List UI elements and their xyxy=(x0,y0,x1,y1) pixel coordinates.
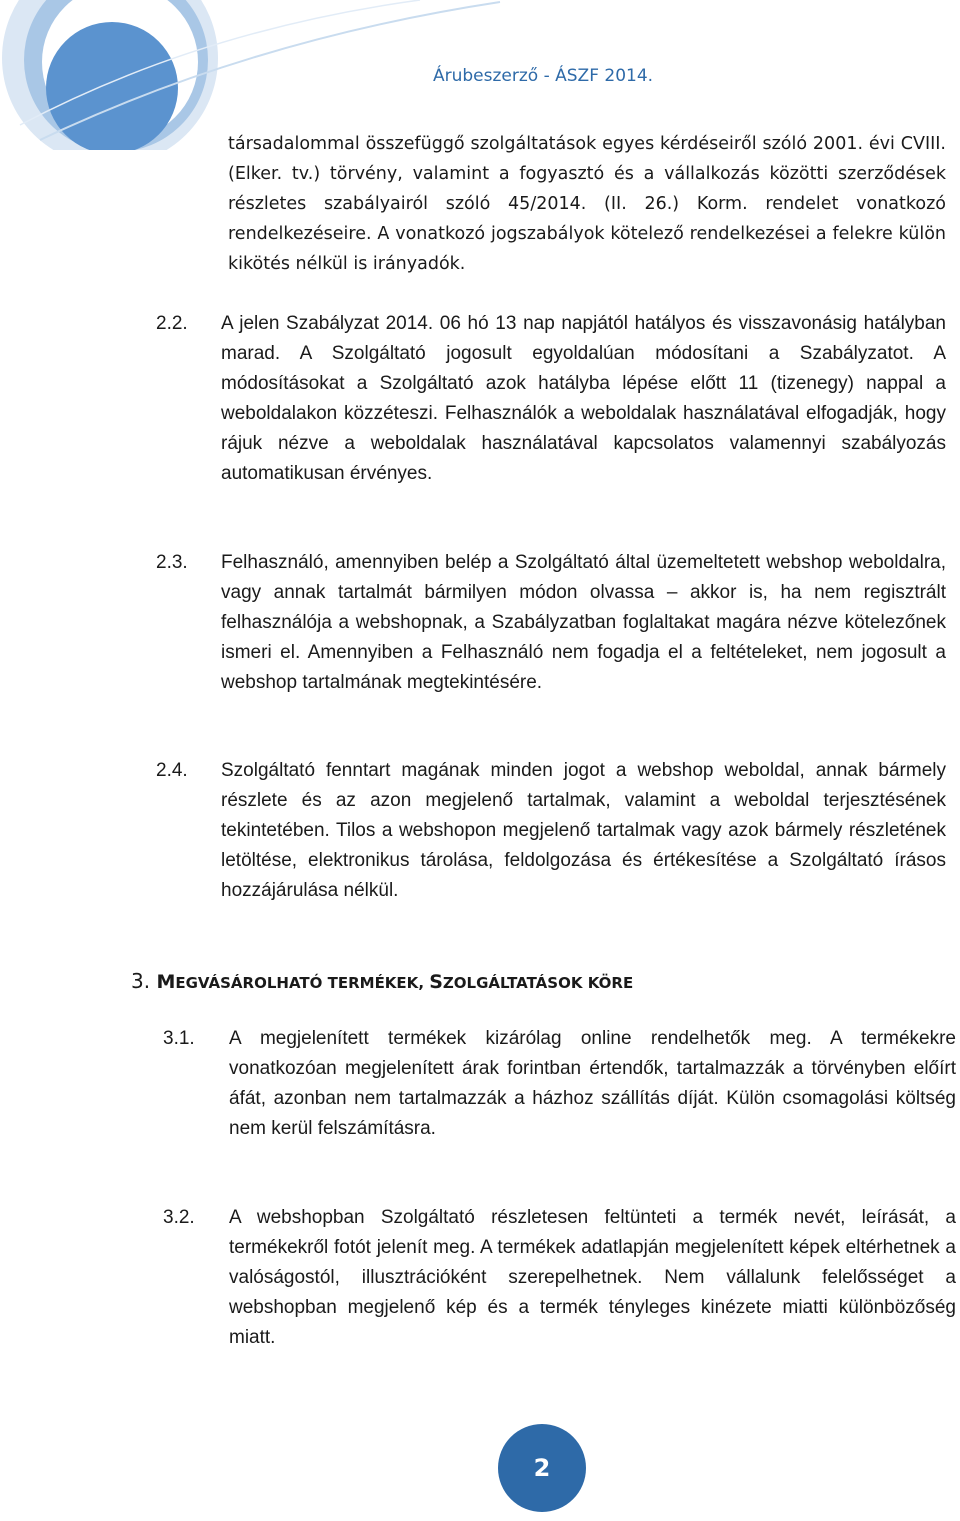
document-header-title: Árubeszerző - ÁSZF 2014. xyxy=(433,66,654,86)
section-number: 3. xyxy=(131,969,151,993)
clause-number: 3.2. xyxy=(163,1207,195,1228)
clause-text: A webshopban Szolgáltató részletesen feltünteti a termék nevét, leírását, a termékekről fotót jelenít meg. A termékek adatlapján megjelenített képek eltérhetnek a valóságostól, illusztrációként szerepelhetnek. Nem vállalunk felelősséget a webshopban megjelenő kép és a termék tényleges kinézete miatti különbözőség miatt. xyxy=(229,1207,956,1348)
clause-number: 3.1. xyxy=(163,1028,195,1049)
section-heading xyxy=(131,966,633,998)
clause-number: 2.4. xyxy=(156,760,188,781)
section-title-initial-2: S xyxy=(429,971,443,993)
clause-text: A megjelenített termékek kizárólag online rendelhetők meg. A termékekre vonatkozóan megjelenített árak forintban értendők, tartalmazzák a törvényben előírt áfát, azonban nem tartalmazzák a házhoz szállítás díját. Külön csomagolási költség nem kerül felszámításra. xyxy=(229,1028,956,1139)
intro-paragraph: társadalommal összefüggő szolgáltatások egyes kérdéseiről szóló 2001. évi CVIII. (Elker. tv.) törvény, valamint a fogyasztó és a vállalkozás közötti szerződések részletes szabályairól szóló 45/2014. (II. 26.) Korm. rendelet vonatkozó rendelkezéseire. A vonatkozó jogszabályok kötelező rendelkezései a felekre külön kikötés nélkül is irányadók. xyxy=(228,134,946,274)
section-title-initial: M xyxy=(156,971,176,993)
clause-number: 2.3. xyxy=(156,552,188,573)
section-title-rest-2: ZOLGÁLTATÁSOK KÖRE xyxy=(442,974,634,992)
page-number: 2 xyxy=(533,1454,551,1482)
section-title-rest: EGVÁSÁROLHATÓ TERMÉKEK xyxy=(175,974,419,992)
clause-text: Felhasználó, amennyiben belép a Szolgáltató által üzemeltetett webshop weboldalra, vagy annak tartalmát bármilyen módon olvassa – akkor is, ha nem regisztrált felhasználója a webshopnak, a Szabályzatban foglaltakat magára nézve kötelezőnek ismeri el. Amennyiben a Felhasználó nem fogadja el a feltételeket, nem jogosult a webshop tartalmának megtekintésére. xyxy=(221,552,946,693)
clause-text: Szolgáltató fenntart magának minden jogot a webshop weboldal, annak bármely részlete és az azon megjelenő tartalmak, valamint a weboldal terjesztésének tekintetében. Tilos a webshopon megjelenő tartalmak vagy azok bármely részletének letöltése, elektronikus tárolása, feldolgozása és értékesítése a Szolgáltató írásos hozzájárulása nélkül. xyxy=(221,760,946,901)
page-number-badge xyxy=(498,1424,586,1512)
clause-number: 2.2. xyxy=(156,313,188,334)
clause-text: A jelen Szabályzat 2014. 06 hó 13 nap napjától hatályos és visszavonásig hatályban marad. A Szolgáltató jogosult egyoldalúan módosítani a Szabályzatot. A módosításokat a Szolgáltató azok hatályba lépése előtt 11 (tizenegy) nappal a weboldalakon közzéteszi. Felhasználók a weboldalak használatával elfogadják, hogy rájuk nézve a weboldalak használatával kapcsolatos valamennyi szabályozás automatikusan érvényes. xyxy=(221,313,946,484)
section-title-separator: , xyxy=(418,974,430,992)
